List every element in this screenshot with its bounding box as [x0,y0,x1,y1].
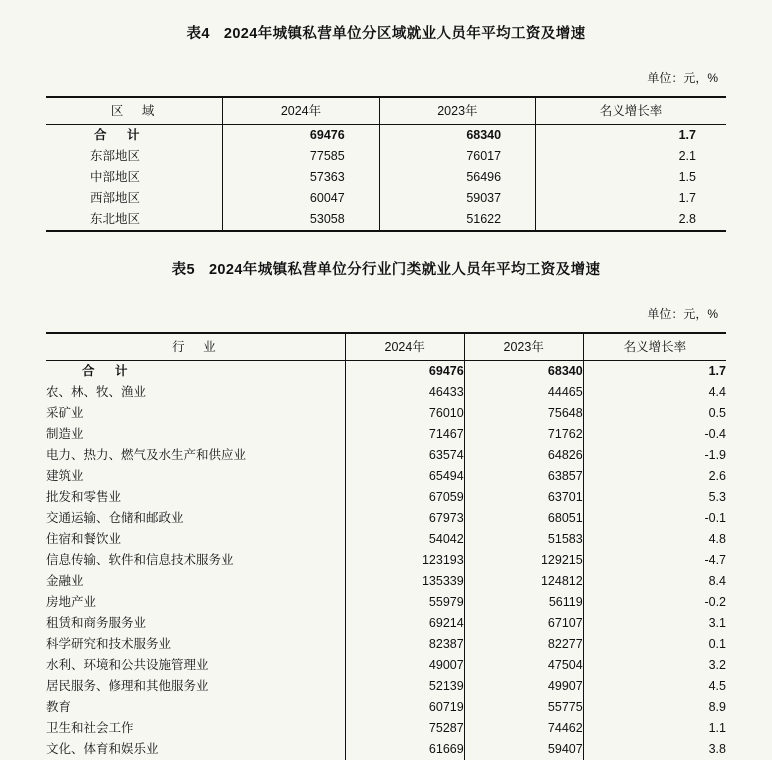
table5-row15-y2023: 49907 [464,676,583,697]
table-row [46,508,726,529]
table-row [46,487,726,508]
table5-row16-rate: 8.9 [583,697,726,718]
table5-row10-rate: 8.4 [583,571,726,592]
table-row [46,655,726,676]
table4-row0-rate: 1.7 [536,125,726,147]
table5-row4-label: 电力、热力、燃气及水生产和供应业 [46,448,247,462]
table5-unit: 单位：元，% [647,307,718,321]
table-row [46,361,726,383]
table5-row8-rate: 4.8 [583,529,726,550]
table5-row14-y2023: 47504 [464,655,583,676]
table4-row2-label: 中部地区 [90,170,141,184]
table4-row1-label: 东部地区 [90,149,141,163]
table5-row9-y2023: 129215 [464,550,583,571]
table-row [46,167,726,188]
table5-row5-y2023: 63857 [464,466,583,487]
table5-row18-label: 文化、体育和娱乐业 [46,742,159,756]
table5-row7-y2023: 68051 [464,508,583,529]
table5-row6-y2023: 63701 [464,487,583,508]
table4-row1-y2023: 76017 [379,146,535,167]
top-spacer [46,0,726,22]
table5-row13-rate: 0.1 [583,634,726,655]
table4 [46,96,726,232]
table5-row10-y2024: 135339 [345,571,464,592]
table5-row5-label: 建筑业 [46,469,84,483]
table5-row2-label: 采矿业 [46,406,84,420]
table5-row13-y2023: 82277 [464,634,583,655]
table-row [46,424,726,445]
table4-unit-gap [46,86,726,96]
table-row [46,529,726,550]
table5-row15-label: 居民服务、修理和其他服务业 [46,679,209,693]
table5-row17-rate: 1.1 [583,718,726,739]
table5-row17-y2024: 75287 [345,718,464,739]
table5-row9-label: 信息传输、软件和信息技术服务业 [46,553,234,567]
table5-row0-rate: 1.7 [583,361,726,383]
table5-row3-label: 制造业 [46,427,84,441]
table-row [46,382,726,403]
table5-row12-y2024: 69214 [345,613,464,634]
table-row [46,592,726,613]
table4-row2-y2023: 56496 [379,167,535,188]
table5-row13-y2024: 82387 [345,634,464,655]
table-row [46,571,726,592]
table4-title-number: 表4 [186,26,210,42]
table-row [46,697,726,718]
table4-row3-label: 西部地区 [90,191,141,205]
table-row [46,634,726,655]
table4-col-2023: 2023年 [379,97,535,125]
table4-col-region: 区 域 [46,97,223,125]
table4-row4-rate: 2.8 [536,209,726,231]
table5-title-text: 2024年城镇私营单位分行业门类就业人员年平均工资及增速 [208,262,601,278]
table5-row14-rate: 3.2 [583,655,726,676]
table5-row2-y2023: 75648 [464,403,583,424]
table5-row4-y2024: 63574 [345,445,464,466]
table5-row5-y2024: 65494 [345,466,464,487]
table4-row4-y2023: 51622 [379,209,535,231]
table5-row12-y2023: 67107 [464,613,583,634]
table4-title-gap [46,43,726,69]
table-row [46,209,726,231]
table5-row3-y2023: 71762 [464,424,583,445]
table-row [46,125,726,147]
table5-title-number: 表5 [171,262,195,278]
table4-row1-y2024: 77585 [223,146,379,167]
table5-row12-rate: 3.1 [583,613,726,634]
table4-unit: 单位：元，% [647,71,718,85]
table5-row16-y2024: 60719 [345,697,464,718]
table4-row2-rate: 1.5 [536,167,726,188]
table5-title-gap [46,279,726,305]
table5-row0-y2023: 68340 [464,361,583,383]
table5-col-2023: 2023年 [464,333,583,361]
table4-row0-label: 合 计 [94,128,144,142]
table5-row3-rate: -0.4 [583,424,726,445]
table5-row1-rate: 4.4 [583,382,726,403]
table4-row4-label: 东北地区 [46,209,223,231]
table4-row0-y2024: 69476 [223,125,379,147]
table5-row12-label: 租赁和商务服务业 [46,616,147,630]
table4-row3-y2024: 60047 [223,188,379,209]
table4-row4-y2024: 53058 [223,209,379,231]
table4-col-rate: 名义增长率 [536,97,726,125]
table-row [46,146,726,167]
table5-row17-y2023: 74462 [464,718,583,739]
table5-row15-rate: 4.5 [583,676,726,697]
table5-row10-y2023: 124812 [464,571,583,592]
table5-row6-label: 批发和零售业 [46,490,122,504]
table5-row7-label: 交通运输、仓储和邮政业 [46,511,184,525]
table5-row7-y2024: 67973 [345,508,464,529]
table-row [46,676,726,697]
table-row [46,188,726,209]
table5-col-industry: 行 业 [46,333,345,361]
table5-row4-y2023: 64826 [464,445,583,466]
table5-row6-rate: 5.3 [583,487,726,508]
table5-row8-y2023: 51583 [464,529,583,550]
table5-title [46,258,726,279]
table5 [46,332,726,760]
table5-row18-y2024: 61669 [345,739,464,760]
table5-row9-rate: -4.7 [583,550,726,571]
table5-row18-rate: 3.8 [583,739,726,760]
table5-row0-label: 合 计 [82,364,132,378]
table5-row9-y2024: 123193 [345,550,464,571]
table5-row11-rate: -0.2 [583,592,726,613]
table5-row14-label: 水利、环境和公共设施管理业 [46,658,209,672]
table5-row1-y2024: 46433 [345,382,464,403]
table5-col-rate: 名义增长率 [583,333,726,361]
table-row [46,403,726,424]
table5-row11-y2024: 55979 [345,592,464,613]
table-row [46,718,726,739]
table4-row1-rate: 2.1 [536,146,726,167]
table5-row3-y2024: 71467 [345,424,464,445]
table-row [46,466,726,487]
table5-row11-y2023: 56119 [464,592,583,613]
table5-row10-label: 金融业 [46,574,84,588]
table5-unit-gap [46,322,726,332]
table5-row16-y2023: 55775 [464,697,583,718]
table5-row18-y2023: 59407 [464,739,583,760]
table5-row15-y2024: 52139 [345,676,464,697]
table-row [46,613,726,634]
table4-row3-y2023: 59037 [379,188,535,209]
table5-row14-y2024: 49007 [345,655,464,676]
table5-row8-label: 住宿和餐饮业 [46,532,122,546]
table5-row6-y2024: 67059 [345,487,464,508]
table-row [46,550,726,571]
table5-row5-rate: 2.6 [583,466,726,487]
table4-title-text: 2024年城镇私营单位分区域就业人员年平均工资及增速 [223,26,586,42]
table5-row4-rate: -1.9 [583,445,726,466]
table5-row0-y2024: 69476 [345,361,464,383]
table5-col-2024: 2024年 [345,333,464,361]
table5-row17-label: 卫生和社会工作 [46,721,134,735]
table4-row3-rate: 1.7 [536,188,726,209]
table5-row11-label: 房地产业 [46,595,97,609]
table5-row7-rate: -0.1 [583,508,726,529]
table4-header-row [46,97,726,125]
table5-row2-y2024: 76010 [345,403,464,424]
table5-row8-y2024: 54042 [345,529,464,550]
table5-row1-label: 农、林、牧、渔业 [46,385,147,399]
table5-row2-rate: 0.5 [583,403,726,424]
table4-col-2024: 2024年 [223,97,379,125]
table-row [46,445,726,466]
table4-row0-y2023: 68340 [379,125,535,147]
table4-row2-y2024: 57363 [223,167,379,188]
table5-pre-gap [46,232,726,258]
table5-row16-label: 教育 [46,700,72,714]
table5-row1-y2023: 44465 [464,382,583,403]
table4-title [46,22,726,43]
table5-row13-label: 科学研究和技术服务业 [46,637,172,651]
table5-header-row [46,333,726,361]
